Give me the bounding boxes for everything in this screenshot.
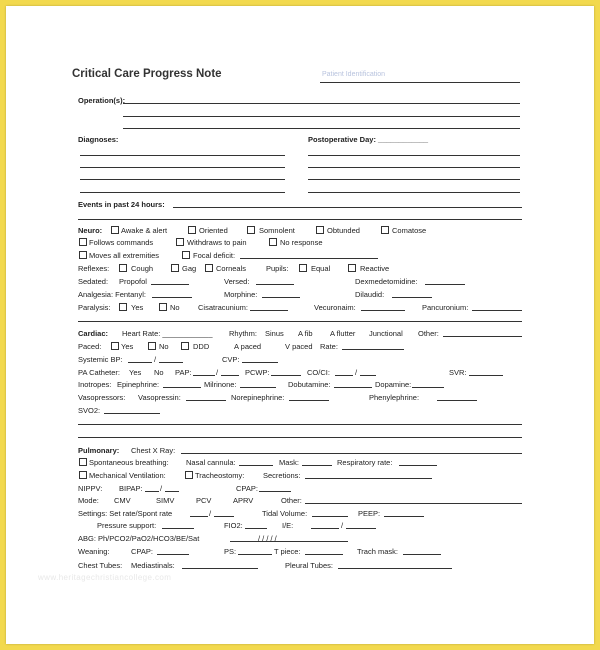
norepinephrine-line[interactable]	[289, 400, 329, 401]
events-line-1[interactable]	[173, 207, 522, 208]
ps-line[interactable]	[238, 554, 272, 555]
awake-checkbox[interactable]	[111, 226, 119, 234]
neuro-label: Neuro:	[78, 226, 103, 235]
cpap-label: CPAP:	[236, 484, 258, 493]
paralysis-yes-checkbox[interactable]	[119, 303, 127, 311]
propofol-label: Propofol	[119, 277, 147, 286]
set-rate-line[interactable]	[190, 516, 208, 517]
postop-line-1[interactable]	[308, 155, 520, 156]
vecuronium-line[interactable]	[361, 310, 405, 311]
operations-line-1[interactable]	[123, 103, 520, 104]
mediastinals-line[interactable]	[182, 568, 258, 569]
postop-line-2[interactable]	[308, 167, 520, 168]
operations-label: Operation(s):	[78, 96, 126, 105]
spont-breathing-label: Spontaneous breathing:	[89, 458, 169, 467]
pancuronium-label: Pancuronium:	[422, 303, 469, 312]
reactive-checkbox[interactable]	[348, 264, 356, 272]
co-line[interactable]	[335, 375, 353, 376]
rate-label: Rate:	[320, 342, 338, 351]
resp-rate-label: Respiratory rate:	[337, 458, 393, 467]
withdraws-label: Withdraws to pain	[187, 238, 247, 247]
follows-checkbox[interactable]	[79, 238, 87, 246]
phenylephrine-line[interactable]	[437, 400, 477, 401]
chest-xray-label: Chest X Ray:	[131, 446, 176, 455]
postop-line-3[interactable]	[308, 179, 520, 180]
nasal-cannula-line[interactable]	[239, 465, 273, 466]
trach-mask-label: Trach mask:	[357, 547, 398, 556]
morphine-line[interactable]	[262, 297, 300, 298]
cisatracurium-label: Cisatracunium:	[198, 303, 249, 312]
mech-vent-label: Mechanical Ventilation:	[89, 471, 166, 480]
vasopressin-label: Vasopressin:	[138, 393, 181, 402]
no-response-label: No response	[280, 238, 323, 247]
pa-no-label: No	[154, 368, 164, 377]
dobutamine-line[interactable]	[334, 387, 372, 388]
diagnoses-label: Diagnoses:	[78, 135, 119, 144]
oriented-label: Oriented	[199, 226, 228, 235]
systemic-bp-label: Systemic BP:	[78, 355, 123, 364]
weaning-cpap-line[interactable]	[157, 554, 189, 555]
tracheostomy-label: Tracheostomy:	[195, 471, 245, 480]
fentanyl-line[interactable]	[152, 297, 192, 298]
cough-checkbox[interactable]	[119, 264, 127, 272]
paced-no-checkbox[interactable]	[148, 342, 156, 350]
corneals-checkbox[interactable]	[205, 264, 213, 272]
paced-yes-checkbox[interactable]	[111, 342, 119, 350]
milrinone-label: Milrinone:	[204, 380, 237, 389]
pap-diastolic-line[interactable]	[221, 375, 239, 376]
abg-line[interactable]	[230, 541, 348, 542]
paced-label: Paced:	[78, 342, 102, 351]
operations-line-3[interactable]	[123, 128, 520, 129]
pap-systolic-line[interactable]	[193, 375, 215, 376]
settings-label: Settings: Set rate/Spont rate	[78, 509, 173, 518]
mediastinals-label: Mediastinals:	[131, 561, 175, 570]
t-piece-label: T piece:	[274, 547, 301, 556]
obtunded-label: Obtunded	[327, 226, 360, 235]
pa-catheter-label: PA Catheter:	[78, 368, 120, 377]
tidal-volume-label: Tidal Volume:	[262, 509, 308, 518]
pa-yes-label: Yes	[129, 368, 142, 377]
spont-breathing-checkbox[interactable]	[79, 458, 87, 466]
secretions-label: Secretions:	[263, 471, 301, 480]
pap-label: PAP:	[175, 368, 192, 377]
pcwp-line[interactable]	[271, 375, 301, 376]
sinus-label: Sinus	[265, 329, 284, 338]
diagnoses-line-2[interactable]	[80, 167, 285, 168]
settings-slash: /	[209, 509, 212, 518]
rhythm-label: Rhythm:	[229, 329, 257, 338]
withdraws-checkbox[interactable]	[176, 238, 184, 246]
mode-label: Mode:	[78, 496, 99, 505]
weaning-label: Weaning:	[78, 547, 110, 556]
sbp-systolic-line[interactable]	[128, 362, 152, 363]
peep-label: PEEP:	[358, 509, 381, 518]
nippv-label: NIPPV:	[78, 484, 103, 493]
ddd-label: DDD	[193, 342, 210, 351]
a-paced-label: A paced	[234, 342, 262, 351]
tracheostomy-checkbox[interactable]	[185, 471, 193, 479]
focal-label: Focal deficit:	[193, 251, 236, 260]
moves-label: Moves all extremities	[89, 251, 160, 260]
tidal-volume-line[interactable]	[312, 516, 348, 517]
aprv-label: APRV	[233, 496, 254, 505]
bipap-ipap-line[interactable]	[145, 491, 159, 492]
equal-label: Equal	[311, 264, 331, 273]
operations-line-2[interactable]	[123, 116, 520, 117]
chest-tubes-label: Chest Tubes:	[78, 561, 123, 570]
fio2-label: FIO2:	[224, 521, 243, 530]
cisatracurium-line[interactable]	[250, 310, 288, 311]
abg-slashes: / / / / /	[258, 534, 277, 543]
reflexes-label: Reflexes:	[78, 264, 110, 273]
pcv-label: PCV	[196, 496, 212, 505]
reactive-label: Reactive	[360, 264, 390, 273]
dilaudid-label: Dilaudid:	[355, 290, 385, 299]
svo2-line[interactable]	[104, 413, 160, 414]
postop-line-4[interactable]	[308, 192, 520, 193]
page-title: Critical Care Progress Note	[72, 68, 222, 80]
diagnoses-line-4[interactable]	[80, 192, 285, 193]
pupils-label: Pupils:	[266, 264, 289, 273]
neuro-notes-line[interactable]	[78, 321, 522, 322]
spont-rate-line[interactable]	[214, 516, 234, 517]
follows-label: Follows commands	[89, 238, 154, 247]
cardiac-notes-line-2[interactable]	[78, 437, 522, 438]
paralysis-label: Paralysis:	[78, 303, 111, 312]
mode-other-label: Other:	[281, 496, 302, 505]
cardiac-notes-line-1[interactable]	[78, 424, 522, 425]
mask-line[interactable]	[302, 465, 332, 466]
cpap-line[interactable]	[259, 491, 291, 492]
pressure-support-label: Pressure support:	[97, 521, 157, 530]
versed-line[interactable]	[256, 284, 294, 285]
cough-label: Cough	[131, 264, 154, 273]
sbp-diastolic-line[interactable]	[159, 362, 183, 363]
pressure-support-line[interactable]	[162, 528, 194, 529]
secretions-line[interactable]	[305, 478, 432, 479]
corneals-label: Corneals	[216, 264, 247, 273]
pulmonary-label: Pulmonary:	[78, 446, 120, 455]
postop-day-label: Postoperative Day: ____________	[308, 135, 429, 144]
coci-slash: /	[355, 368, 358, 377]
focal-line[interactable]	[240, 258, 378, 259]
bipap-label: BIPAP:	[119, 484, 143, 493]
epinephrine-line[interactable]	[163, 387, 201, 388]
abg-label: ABG: Ph/PCO2/PaO2/HCO3/BE/Sat	[78, 534, 200, 543]
nasal-cannula-label: Nasal cannula:	[186, 458, 236, 467]
t-piece-line[interactable]	[305, 554, 343, 555]
pap-slash: /	[216, 368, 219, 377]
vasopressin-line[interactable]	[186, 400, 226, 401]
trach-mask-line[interactable]	[403, 554, 441, 555]
diagnoses-line-1[interactable]	[80, 155, 285, 156]
ci-line[interactable]	[360, 375, 376, 376]
ie-label: I/E:	[282, 521, 294, 530]
propofol-line[interactable]	[151, 284, 189, 285]
cardiac-label: Cardiac:	[78, 329, 109, 338]
gag-checkbox[interactable]	[171, 264, 179, 272]
rhythm-other-line[interactable]	[443, 336, 522, 337]
sbp-slash: /	[154, 355, 157, 364]
afib-label: A fib	[298, 329, 313, 338]
vasopressors-label: Vasopressors:	[78, 393, 126, 402]
rate-line[interactable]	[342, 349, 404, 350]
sedated-label: Sedated:	[78, 277, 109, 286]
gag-label: Gag	[182, 264, 197, 273]
dopamine-label: Dopamine:	[375, 380, 412, 389]
aflutter-label: A flutter	[330, 329, 356, 338]
events-label: Events in past 24 hours:	[78, 200, 165, 209]
comatose-checkbox[interactable]	[381, 226, 389, 234]
svo2-label: SVO2:	[78, 406, 101, 415]
simv-label: SIMV	[156, 496, 175, 505]
paralysis-no-label: No	[170, 303, 180, 312]
awake-label: Awake & alert	[121, 226, 168, 235]
svr-line[interactable]	[469, 375, 503, 376]
v-paced-label: V paced	[285, 342, 313, 351]
pleural-tubes-line[interactable]	[338, 568, 452, 569]
oriented-checkbox[interactable]	[188, 226, 196, 234]
dexmed-line[interactable]	[425, 284, 465, 285]
cvp-line[interactable]	[242, 362, 278, 363]
mask-label: Mask:	[279, 458, 300, 467]
paralysis-no-checkbox[interactable]	[159, 303, 167, 311]
cvp-label: CVP:	[222, 355, 240, 364]
bipap-epap-line[interactable]	[165, 491, 179, 492]
weaning-cpap-label: CPAP:	[131, 547, 153, 556]
dexmed-label: Dexmedetomidine:	[355, 277, 418, 286]
obtunded-checkbox[interactable]	[316, 226, 324, 234]
patient-id-field[interactable]	[320, 68, 520, 83]
paralysis-yes-label: Yes	[131, 303, 144, 312]
morphine-label: Morphine:	[224, 290, 258, 299]
ie-e-line[interactable]	[346, 528, 376, 529]
paced-no-label: No	[159, 342, 169, 351]
equal-checkbox[interactable]	[299, 264, 307, 272]
epinephrine-label: Epinephrine:	[117, 380, 160, 389]
cmv-label: CMV	[114, 496, 131, 505]
ie-slash: /	[341, 521, 344, 530]
moves-checkbox[interactable]	[79, 251, 87, 259]
focal-checkbox[interactable]	[182, 251, 190, 259]
svr-label: SVR:	[449, 368, 467, 377]
dobutamine-label: Dobutamine:	[288, 380, 331, 389]
watermark: www.heritagechristiancollege.com	[38, 573, 172, 582]
peep-line[interactable]	[384, 516, 424, 517]
dilaudid-line[interactable]	[392, 297, 432, 298]
dopamine-line[interactable]	[412, 387, 444, 388]
diagnoses-line-3[interactable]	[80, 179, 285, 180]
heart-rate-label: Heart Rate: ____________	[122, 329, 213, 338]
rhythm-other-label: Other:	[418, 329, 439, 338]
somnolent-checkbox[interactable]	[247, 226, 255, 234]
norepinephrine-label: Norepinephrine:	[231, 393, 285, 402]
ie-i-line[interactable]	[311, 528, 339, 529]
somnolent-label: Somnolent	[259, 226, 295, 235]
pleural-tubes-label: Pleural Tubes:	[285, 561, 333, 570]
events-line-2[interactable]	[78, 219, 522, 220]
mech-vent-checkbox[interactable]	[79, 471, 87, 479]
resp-rate-line[interactable]	[399, 465, 437, 466]
comatose-label: Comatose	[392, 226, 427, 235]
inotropes-label: Inotropes:	[78, 380, 112, 389]
vecuronium-label: Vecuronaim:	[314, 303, 356, 312]
paced-yes-label: Yes	[121, 342, 134, 351]
mode-other-line[interactable]	[305, 503, 522, 504]
milrinone-line[interactable]	[240, 387, 276, 388]
pancuronium-line[interactable]	[472, 310, 522, 311]
pcwp-label: PCWP:	[245, 368, 270, 377]
fio2-line[interactable]	[245, 528, 267, 529]
bipap-slash: /	[160, 484, 163, 493]
chest-xray-line[interactable]	[181, 453, 522, 454]
coci-label: CO/CI:	[307, 368, 330, 377]
versed-label: Versed:	[224, 277, 250, 286]
patient-id-placeholder: Patient Identification	[322, 71, 386, 78]
ddd-checkbox[interactable]	[181, 342, 189, 350]
no-response-checkbox[interactable]	[269, 238, 277, 246]
analgesia-label: Analgesia: Fentanyl:	[78, 290, 146, 299]
phenylephrine-label: Phenylephrine:	[369, 393, 420, 402]
junctional-label: Junctional	[369, 329, 403, 338]
ps-label: PS:	[224, 547, 237, 556]
